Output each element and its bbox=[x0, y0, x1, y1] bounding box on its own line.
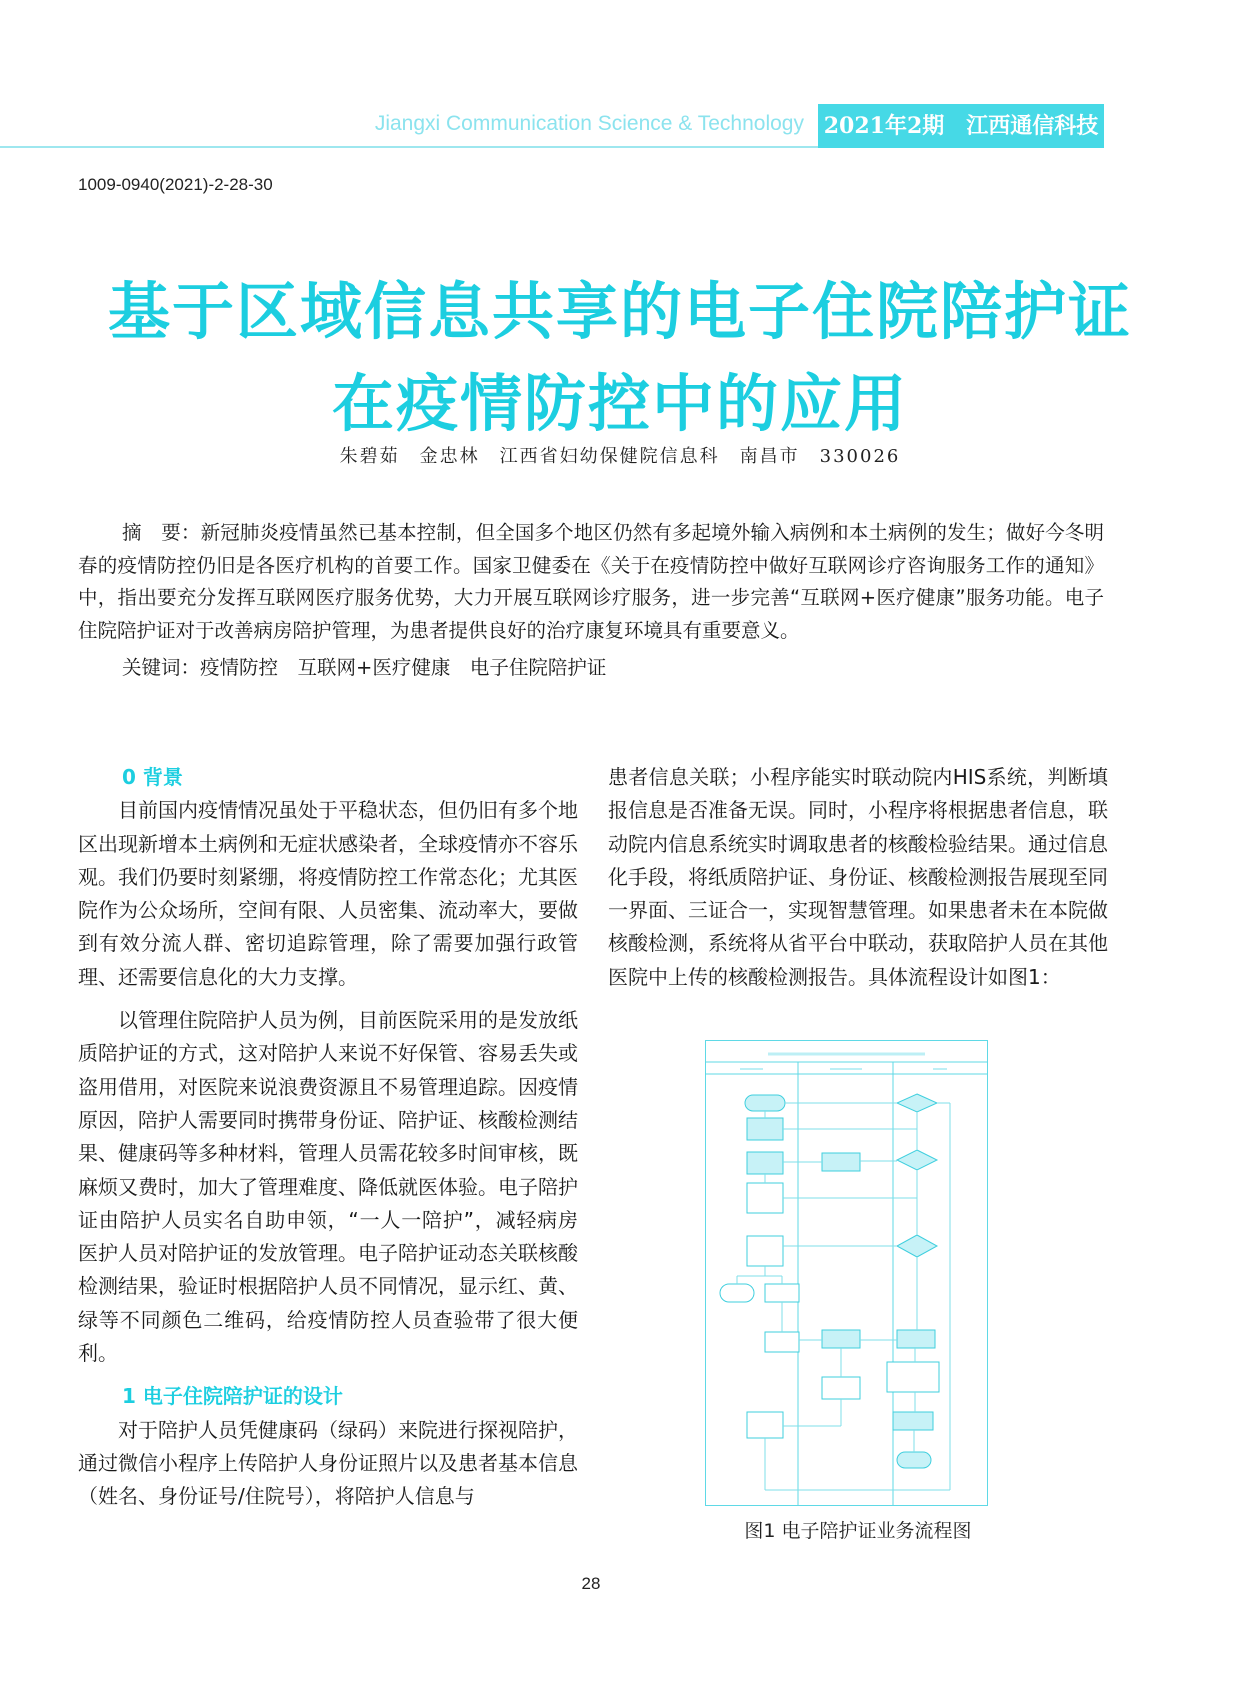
paragraph: 以管理住院陪护人员为例，目前医院采用的是发放纸质陪护证的方式，这对陪护人来说不好保管、容易丢失或盗用借用，对医院来说浪费资源且不易管理追踪。因疫情原因，陪护人需要同时携带身份证、陪护证、核酸检测结果、健康码等多种材料，管理人员需花较多时间审核，既麻烦又费时，加大了管理难度、降低就医体验。电子陪护证由陪护人员实名自助申领，“一人一陪护”，减轻病房医护人员对陪护证的发放管理。电子陪护证动态关联核酸检测结果，验证时根据陪护人员不同情况，显示红、黄、绿等不同颜色二维码，给疫情防控人员查验带了很大便利。 bbox=[78, 1008, 578, 1366]
journal-english-name: Jiangxi Communication Science & Technology bbox=[374, 112, 804, 135]
flow-step bbox=[822, 1377, 860, 1399]
flow-step bbox=[887, 1362, 939, 1392]
flow-step bbox=[822, 1330, 860, 1348]
flow-step bbox=[765, 1284, 799, 1302]
section-1-heading: 1 电子住院陪护证的设计 bbox=[122, 1384, 343, 1409]
flow-step bbox=[747, 1183, 783, 1213]
flow-decision bbox=[897, 1150, 937, 1170]
flow-decision bbox=[897, 1235, 937, 1257]
flow-step bbox=[822, 1153, 860, 1171]
title-line-1: 基于区域信息共享的电子住院陪护证 bbox=[107, 275, 1132, 348]
page-number: 28 bbox=[581, 1574, 601, 1593]
paragraph: 目前国内疫情情况虽处于平稳状态，但仍旧有多个地区出现新增本土病例和无症状感染者，全球疫情亦不容乐观。我们仍要时刻紧绷，将疫情防控工作常态化；尤其医院作为公众场所，空间有限、人员密集、流动率大，要做到有效分流人群、密切追踪管理，除了需要加强行政管理、还需要信息化的大力支撑。 bbox=[78, 798, 578, 989]
flow-step bbox=[893, 1412, 933, 1430]
figure-caption: 图1 电子陪护证业务流程图 bbox=[744, 1520, 972, 1542]
flow-step bbox=[747, 1236, 783, 1266]
keywords: 关键词：疫情防控 互联网+医疗健康 电子住院陪护证 bbox=[122, 656, 607, 679]
right-column bbox=[608, 761, 1108, 994]
title-line-2: 在疫情防控中的应用 bbox=[331, 367, 908, 440]
flowchart-figure bbox=[705, 1040, 988, 1506]
flow-step bbox=[765, 1332, 799, 1352]
abstract: 摘 要：新冠肺炎疫情虽然已基本控制，但全国多个地区仍然有多起境外输入病例和本土病例的发生；做好今冬明春的疫情防控仍旧是各医疗机构的首要工作。国家卫健委在《关于在疫情防控中做好互联网诊疗咨询服务工作的通知》中，指出要充分发挥互联网医疗服务优势，大力开展互联网诊疗服务，进一步完善“互联网+医疗健康”服务功能。电子住院陪护证对于改善病房陪护管理，为患者提供良好的治疗康复环境具有重要意义。 bbox=[78, 521, 1104, 642]
flow-step bbox=[747, 1412, 783, 1438]
flow-step bbox=[897, 1330, 935, 1348]
paragraph: 对于陪护人员凭健康码（绿码）来院进行探视陪护，通过微信小程序上传陪护人身份证照片以及患者基本信息（姓名、身份证号/住院号），将陪护人信息与 bbox=[78, 1417, 578, 1509]
authors: 朱碧茹 金忠林 江西省妇幼保健院信息科 南昌市 330026 bbox=[339, 446, 901, 467]
flow-end bbox=[897, 1452, 931, 1468]
paragraph: 患者信息关联；小程序能实时联动院内HIS系统，判断填报信息是否准备无误。同时，小程序将根据患者信息，联动院内信息系统实时调取患者的核酸检验结果。通过信息化手段，将纸质陪护证、身份证、核酸检测报告展现至同一界面、三证合一，实现智慧管理。如果患者未在本院做核酸检测，系统将从省平台中联动，获取陪护人员在其他医院中上传的核酸检测报告。具体流程设计如图1： bbox=[608, 765, 1108, 989]
left-column bbox=[78, 761, 578, 1514]
flow-decision bbox=[897, 1094, 937, 1112]
section-0-heading: 0 背景 bbox=[122, 765, 183, 789]
flow-end bbox=[720, 1284, 754, 1302]
flow-step bbox=[747, 1118, 783, 1140]
issue-badge: 2021年2期 江西通信科技 bbox=[818, 104, 1104, 148]
flow-step bbox=[747, 1152, 783, 1174]
flow-start bbox=[745, 1095, 785, 1111]
document-code: 1009-0940(2021)-2-28-30 bbox=[78, 175, 273, 194]
